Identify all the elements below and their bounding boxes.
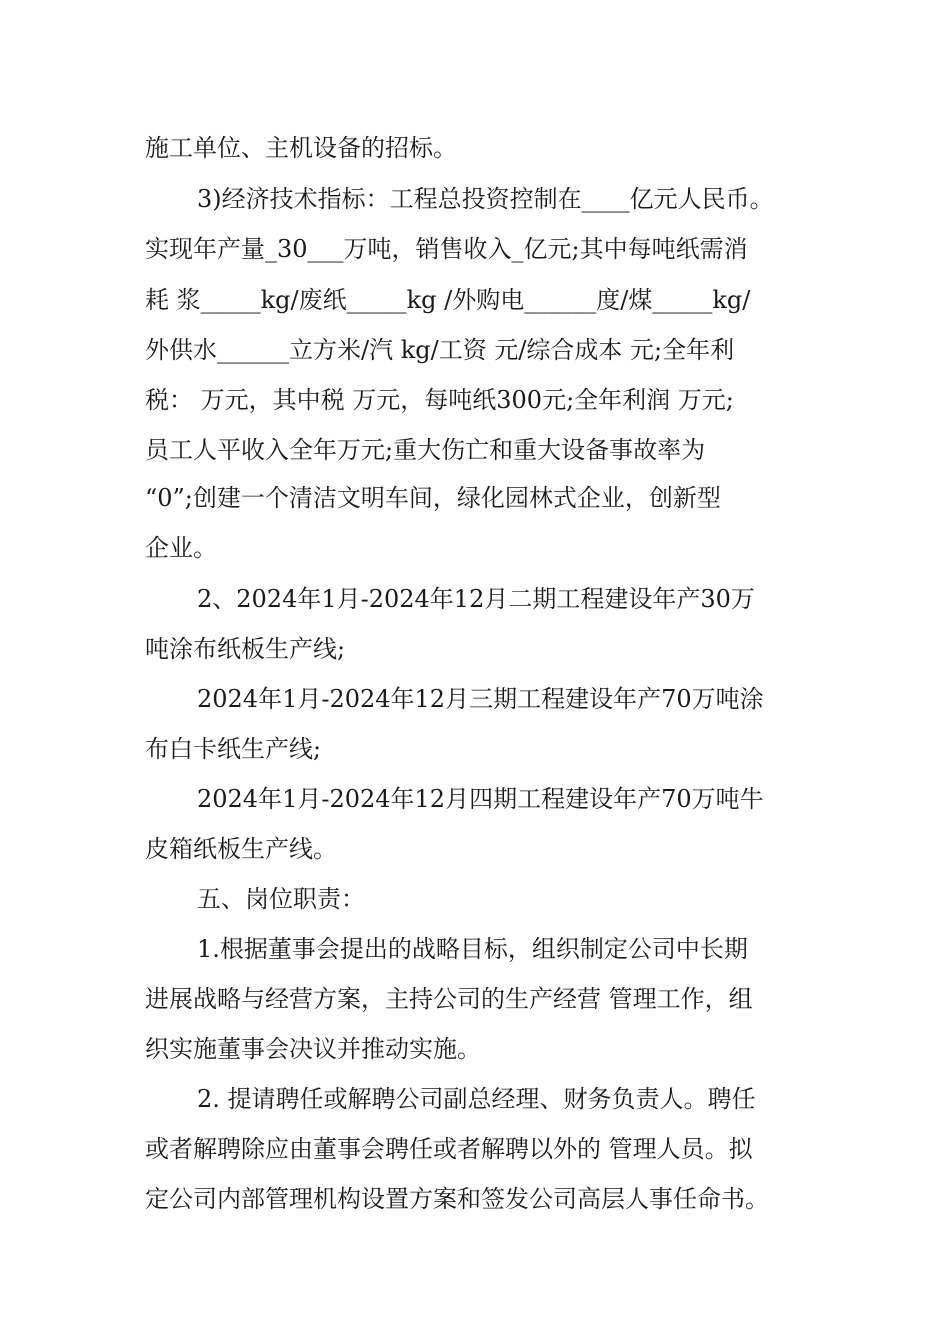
text-line: 定公司内部管理机构设置方案和签发公司高层人事任命书。	[145, 1185, 769, 1213]
text-line: 或者解聘除应由董事会聘任或者解聘以外的 管理人员。拟	[145, 1135, 753, 1163]
text-line: 2、2024年1月-2024年12月二期工程建设年产30万	[197, 585, 755, 613]
text-line: 税： 万元，其中税 万元，每吨纸300元;全年利润 万元;	[145, 386, 734, 414]
text-line: 外供水______立方米/汽 kg/工资 元/综合成本 元;全年利	[145, 336, 735, 364]
text-line: 企业。	[145, 534, 217, 562]
text-line: 进展战略与经营方案，主持公司的生产经营 管理工作，组	[145, 985, 753, 1013]
text-line: 皮箱纸板生产线。	[145, 835, 337, 863]
text-line: 2024年1月-2024年12月四期工程建设年产70万吨牛	[197, 785, 764, 813]
text-line: 实现年产量_30___万吨，销售收入_亿元;其中每吨纸需消	[145, 235, 748, 263]
section-heading: 五、岗位职责：	[197, 885, 365, 913]
text-line: 2. 提请聘任或解聘公司副总经理、财务负责人。聘任	[197, 1085, 756, 1113]
text-line: 2024年1月-2024年12月三期工程建设年产70万吨涂	[197, 685, 764, 713]
text-line: 3)经济技术指标：工程总投资控制在____亿元人民币。	[197, 185, 774, 213]
text-line: 员工人平收入全年万元;重大伤亡和重大设备事故率为	[145, 436, 706, 464]
text-line: 耗 浆_____kg/废纸_____kg /外购电______度/煤_____kg/	[145, 286, 751, 314]
text-line: 吨涂布纸板生产线;	[145, 635, 346, 663]
text-line: 施工单位、主机设备的招标。	[145, 134, 457, 162]
text-line: 1.根据董事会提出的战略目标，组织制定公司中长期	[197, 935, 748, 963]
text-line: “0”;创建一个清洁文明车间，绿化园林式企业，创新型	[145, 484, 721, 512]
text-line: 织实施董事会决议并推动实施。	[145, 1035, 481, 1063]
text-line: 布白卡纸生产线;	[145, 735, 322, 763]
